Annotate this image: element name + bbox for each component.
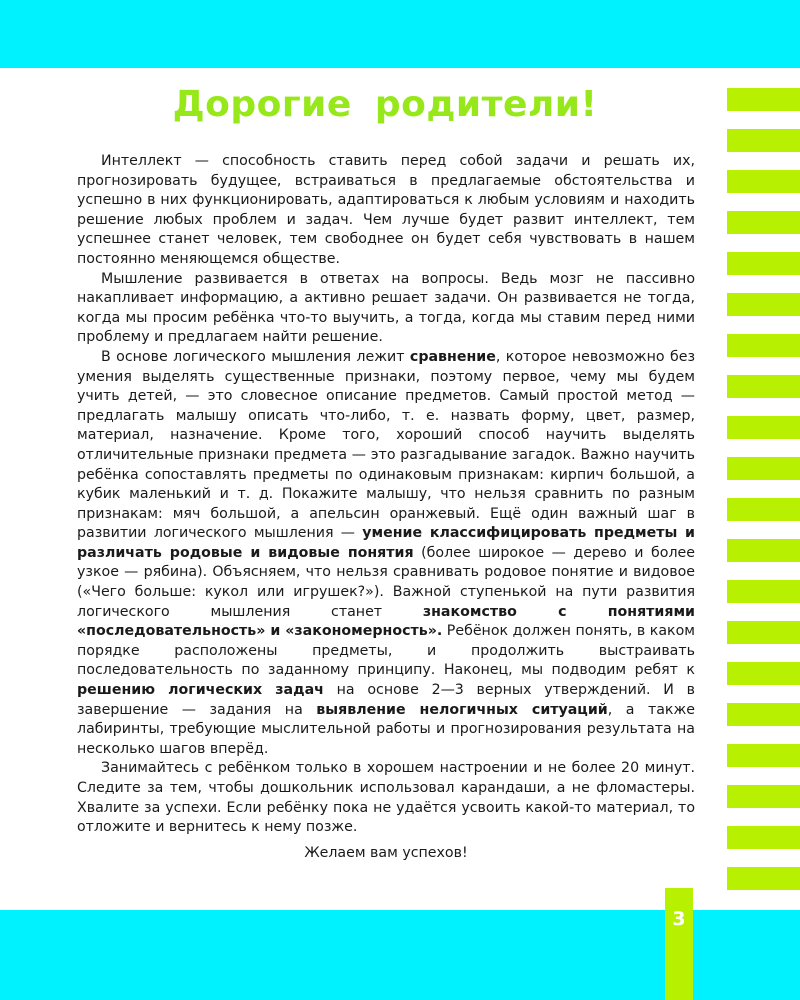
text-span: (более широкое — дерево и более узкое — рябина). Объясняем, что нельзя сравнивать родовое понятие и видовое («Чего больше: кукол или игрушек?»). Важной ступенькой на пути развития логического мышления станет: [77, 544, 696, 620]
stripe: [727, 539, 800, 562]
stripe: [727, 457, 800, 480]
top-band: [0, 0, 800, 68]
stripe: [727, 826, 800, 849]
emphasis-classification: умение классифицировать предметы и различать родовые и видовые понятия: [77, 525, 695, 561]
emphasis-logic-tasks: решению логических задач: [77, 682, 324, 699]
stripe: [727, 744, 800, 767]
text-span: , а также лабиринты, требующие мыслительной работы и прогнозирования результата на несколько шагов вперёд.: [77, 701, 696, 757]
stripe: [727, 375, 800, 398]
emphasis-illogical: выявление нелогичных ситуаций: [316, 701, 608, 718]
page-title: Дорогие родители!: [172, 84, 598, 125]
emphasis-comparison: сравнение: [409, 348, 496, 365]
stripe: [727, 580, 800, 603]
closing-wish: Желаем вам успехов!: [304, 844, 468, 861]
stripe: [727, 170, 800, 193]
paragraph-thinking: Мышление развивается в ответах на вопросы. Ведь мозг не пассивно накапливает информацию, а активно решает задачи. Он развивается не тогда, когда мы просим ребёнка что-то выучить, а тогда, когда мы ставим перед ними проблему и предлагаем найти решение.: [77, 270, 695, 346]
paragraph-intellect: Интеллект — способность ставить перед собой задачи и решать их, прогнозировать будущее, встраиваться в предлагаемые обстоятельства и успешно в них функционировать, адаптироваться к любым условиям и находить решение любых проблем и задач. Чем лучше будет развит интеллект, тем успешнее станет человек, тем свободнее он будет себя чувствовать в нашем постоянно меняющемся обществе.: [77, 153, 695, 267]
text-span: на основе 2—3 верных утверждений. И в завершение — задания на: [77, 682, 695, 718]
emphasis-sequence: знакомство с понятиями «последовательность» и «закономерность».: [77, 603, 695, 640]
text-span: В основе логического мышления лежит: [101, 348, 410, 365]
page-number: 3: [672, 908, 686, 930]
page-number-tab: [665, 888, 693, 1000]
paragraph-advice: Занимайтесь с ребёнком только в хорошем настроении и не более 20 минут. Следите за тем, чтобы дошкольник использовал карандаши, а не фломастеры. Хвалите за успехи. Если ребёнку пока не удаётся усвоить какой-то материал, то отложите и вернитесь к нему позже.: [77, 760, 695, 836]
text-span: Ребёнок должен понять, в каком порядке расположены предметы, и продолжить выстраивать последовательность по заданному принципу. Наконец, мы подводим ребят к: [77, 623, 695, 679]
stripe: [727, 211, 800, 234]
stripe: [727, 785, 800, 808]
stripe: [727, 293, 800, 316]
stripe: [727, 252, 800, 275]
stripe: [727, 129, 800, 152]
stripe: [727, 334, 800, 357]
decorative-stripes: [727, 88, 800, 900]
stripe: [727, 662, 800, 685]
stripe: [727, 703, 800, 726]
article-body: [77, 152, 695, 863]
stripe: [727, 621, 800, 644]
stripe: [727, 867, 800, 890]
text-span: , которое невозможно без умения выделять существенные признаки, поэтому первое, чему мы будем учить детей, — это словесное описание предметов. Самый простой метод — предлагать малышу описать что-либо, т. е. назвать форму, цвет, размер, материал, назначение. Кроме того, хороший способ научить выделять отличительные признаки предмета — это разгадывание загадок. Важно научить ребёнка сопоставлять предметы по одинаковым признакам: кирпич большой, а кубик маленький и т. д. Покажите малышу, что нельзя сравнить по разным признакам: мяч большой, а апельсин оранжевый. Ещё один важный шаг в развитии логического мышления —: [77, 348, 695, 542]
stripe: [727, 416, 800, 439]
stripe: [727, 498, 800, 521]
paragraph-logic: [77, 348, 695, 759]
